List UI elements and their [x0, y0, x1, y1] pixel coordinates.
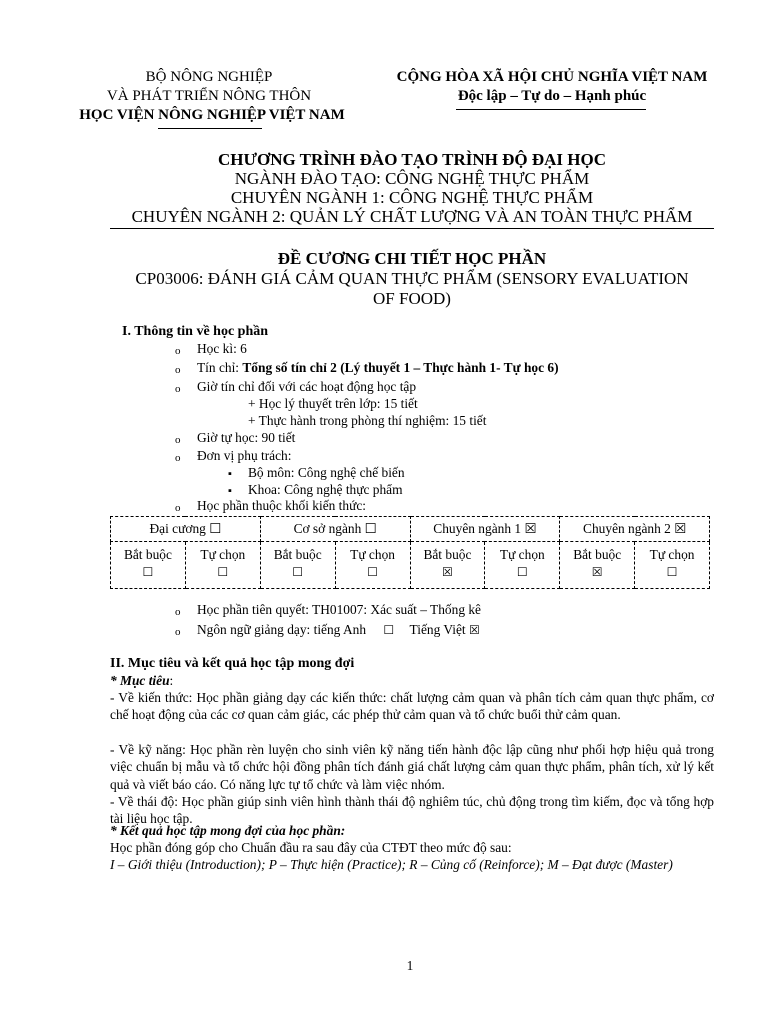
table-cell: Bắt buộc ☐	[111, 542, 186, 589]
table-cell: Bắt buộc ☐	[260, 542, 335, 589]
academy-underline	[158, 128, 262, 129]
ministry-name-line1: BỘ NÔNG NGHIỆP	[145, 69, 273, 85]
language-item	[197, 622, 480, 638]
square-bullet-icon: ▪	[228, 468, 232, 480]
outcomes-intro: Học phần đóng góp cho Chuẩn đầu ra sau đây của CTĐT theo mức độ sau:	[110, 840, 512, 855]
language-english-label: Ngôn ngữ giảng dạy: tiếng Anh	[197, 622, 367, 637]
program-specialization-2: CHUYÊN NGÀNH 2: QUẢN LÝ CHẤT LƯỢNG VÀ AN TOÀN THỰC PHẨM	[131, 207, 693, 226]
circle-bullet-icon: o	[175, 345, 181, 357]
circle-bullet-icon: o	[175, 606, 181, 618]
motto-underline	[456, 109, 646, 110]
checked-box-icon[interactable]: ☒	[469, 623, 480, 637]
responsible-unit-label: Đơn vị phụ trách:	[197, 448, 292, 463]
checked-box-icon[interactable]: ☒	[524, 521, 537, 536]
group-specialization-1: Chuyên ngành 1 ☒	[410, 517, 560, 542]
knowledge-block-table	[110, 516, 710, 589]
theory-hours: + Học lý thuyết trên lớp: 15 tiết	[248, 396, 418, 411]
title-rule	[110, 228, 714, 229]
course-title-line1: CP03006: ĐÁNH GIÁ CẢM QUAN THỰC PHẨM (SENSORY EVALUATION	[135, 269, 689, 288]
objectives-heading: * Mục tiêu:	[110, 673, 174, 688]
language-vietnamese-label: Tiếng Việt	[409, 622, 466, 637]
objective-skills: - Về kỹ năng: Học phần rèn luyện cho sinh viên kỹ năng tiến hành độc lập cũng như phối hợp hiệu quả trong việc chuẩn bị mẫu và tổ chức hội đồng phân tích đánh giá chất lượng cảm quan thực phẩm, phân tích, xử lý kết quả và viết báo cáo. Có năng lực tự tổ chức và làm việc nhóm.	[110, 742, 714, 792]
outcome-levels: I – Giới thiệu (Introduction); P – Thực hiện (Practice); R – Củng cố (Reinforce); M – Đạt được (Master)	[110, 857, 673, 872]
table-cell: Tự chọn ☐	[635, 542, 710, 589]
course-title-line2: OF FOOD)	[373, 289, 451, 308]
semester-item: Học kì: 6	[197, 341, 247, 356]
program-title: CHƯƠNG TRÌNH ĐÀO TẠO TRÌNH ĐỘ ĐẠI HỌC	[217, 150, 607, 169]
checkbox-icon[interactable]: ☐	[383, 623, 395, 637]
table-cell: Bắt buộc ☒	[560, 542, 635, 589]
page-number: 1	[406, 958, 414, 973]
program-specialization-1: CHUYÊN NGÀNH 1: CÔNG NGHỆ THỰC PHẨM	[230, 188, 594, 207]
knowledge-block-label: Học phần thuộc khối kiến thức:	[197, 498, 367, 513]
table-row	[111, 542, 710, 589]
circle-bullet-icon: o	[175, 364, 181, 376]
department-item: Bộ môn: Công nghệ chế biến	[248, 465, 405, 480]
square-bullet-icon: ▪	[228, 485, 232, 497]
objective-attitude: - Về thái độ: Học phần giúp sinh viên hình thành thái độ nghiêm túc, chủ động trong tìm kiếm, đọc và tổng hợp tài liệu học tập.	[110, 794, 714, 827]
checkbox-icon[interactable]: ☐	[367, 565, 378, 580]
checkbox-icon[interactable]: ☐	[364, 521, 377, 536]
table-cell: Bắt buộc ☒	[410, 542, 485, 589]
circle-bullet-icon: o	[175, 626, 181, 638]
checked-box-icon[interactable]: ☒	[442, 565, 453, 580]
program-major: NGÀNH ĐÀO TẠO: CÔNG NGHỆ THỰC PHẨM	[234, 169, 590, 188]
self-study-hours: Giờ tự học: 90 tiết	[197, 430, 296, 445]
objective-knowledge: - Về kiến thức: Học phần giảng dạy các kiến thức: chất lượng cảm quan và phân tích cảm quan thực phẩm, cơ chế hoạt động của các cơ quan cảm giác, các phép thử cảm quan và tổ chức buổi thử cảm quan.	[110, 690, 714, 723]
group-foundation: Cơ sở ngành ☐	[260, 517, 410, 542]
checked-box-icon[interactable]: ☒	[674, 521, 687, 536]
checkbox-icon[interactable]: ☐	[217, 565, 229, 580]
lab-hours: + Thực hành trong phòng thí nghiệm: 15 tiết	[248, 413, 487, 428]
section-2-heading: II. Mục tiêu và kết quả học tập mong đợi	[110, 656, 355, 671]
credits-item: Tín chỉ: Tổng số tín chỉ 2 (Lý thuyết 1 – Thực hành 1- Tự học 6)	[197, 360, 559, 375]
academy-name: HỌC VIỆN NÔNG NGHIỆP VIỆT NAM	[79, 107, 345, 123]
circle-bullet-icon: o	[175, 502, 181, 514]
prerequisite-item: Học phần tiên quyết: TH01007: Xác suất – Thống kê	[197, 602, 482, 617]
outcomes-heading: * Kết quả học tập mong đợi của học phần:	[110, 823, 346, 838]
table-cell: Tự chọn ☐	[485, 542, 560, 589]
table-cell: Tự chọn ☐	[335, 542, 410, 589]
credit-hours-label: Giờ tín chỉ đối với các hoạt động học tập	[197, 379, 417, 394]
faculty-item: Khoa: Công nghệ thực phẩm	[248, 482, 403, 497]
group-general: Đại cương ☐	[111, 517, 261, 542]
checkbox-icon[interactable]: ☐	[516, 565, 528, 580]
ministry-name-line2: VÀ PHÁT TRIỂN NÔNG THÔN	[106, 88, 312, 104]
checked-box-icon[interactable]: ☒	[591, 565, 603, 580]
syllabus-title: ĐỀ CƯƠNG CHI TIẾT HỌC PHẦN	[277, 249, 547, 268]
table-row	[111, 517, 710, 542]
national-motto: Độc lập – Tự do – Hạnh phúc	[457, 88, 647, 104]
circle-bullet-icon: o	[175, 452, 181, 464]
checkbox-icon[interactable]: ☐	[209, 521, 222, 536]
checkbox-icon[interactable]: ☐	[142, 565, 154, 580]
checkbox-icon[interactable]: ☐	[666, 565, 678, 580]
credits-value: Tổng số tín chỉ 2 (Lý thuyết 1 – Thực hành 1- Tự học 6)	[242, 360, 559, 375]
country-name: CỘNG HÒA XÃ HỘI CHỦ NGHĨA VIỆT NAM	[396, 69, 708, 85]
circle-bullet-icon: o	[175, 383, 181, 395]
group-specialization-2: Chuyên ngành 2 ☒	[560, 517, 710, 542]
circle-bullet-icon: o	[175, 434, 181, 446]
section-1-heading: I. Thông tin về học phần	[122, 324, 269, 339]
checkbox-icon[interactable]: ☐	[292, 565, 304, 580]
table-cell: Tự chọn ☐	[185, 542, 260, 589]
